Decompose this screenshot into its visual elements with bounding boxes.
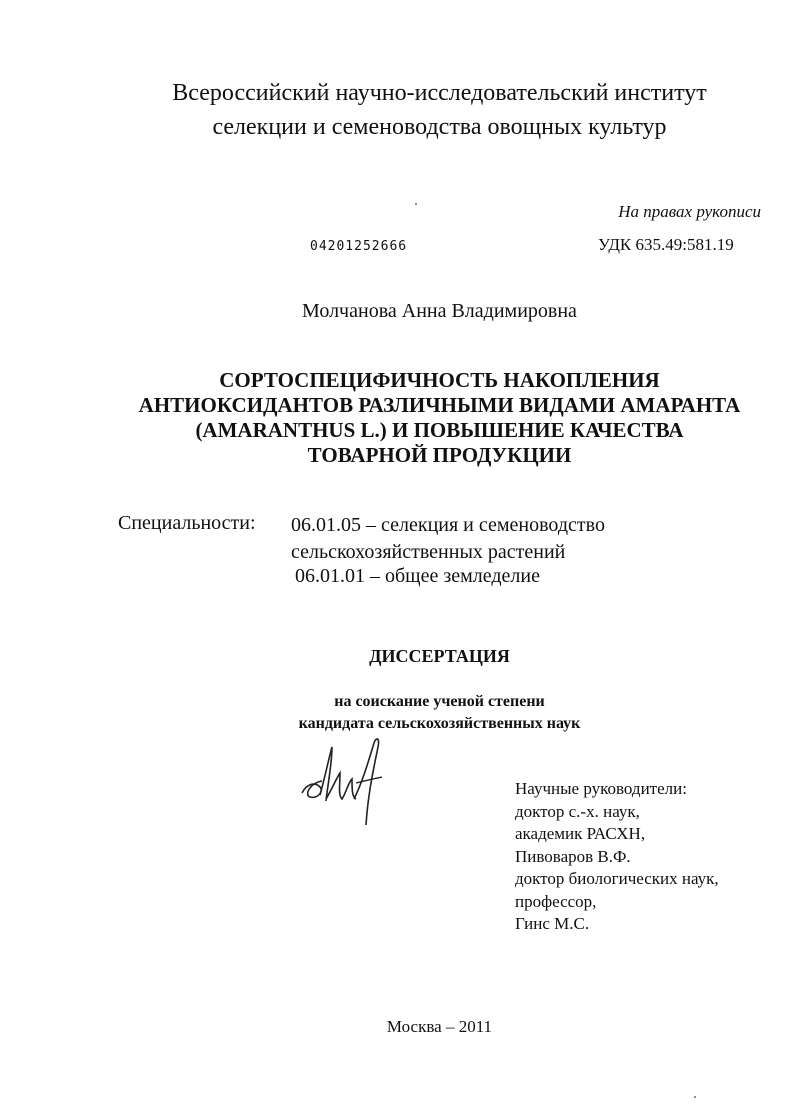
- dissertation-title: [40, 368, 799, 468]
- scan-speck: [415, 203, 417, 205]
- specialty-line-2: сельскохозяйственных растений: [291, 541, 566, 563]
- specialty-line-1: 06.01.05 – селекция и семеноводство: [291, 514, 605, 536]
- specialty-line-3: 06.01.01 – общее земледелие: [295, 565, 540, 587]
- degree-line-1: на соискание ученой степени: [334, 693, 545, 710]
- title-line-1: СОРТОСПЕЦИФИЧНОСТЬ НАКОПЛЕНИЯ: [219, 368, 660, 392]
- supervisors-heading: Научные руководители:: [515, 779, 687, 798]
- supervisor-line-1: доктор с.-х. наук,: [515, 801, 640, 821]
- degree-line-2: кандидата сельскохозяйственных наук: [298, 715, 581, 732]
- supervisors-block: [515, 778, 719, 936]
- scan-speck: [694, 1096, 696, 1098]
- institute-line-2: селекции и семеноводства овощных культур: [212, 114, 667, 140]
- title-line-3: (AMARANTHUS L.) И ПОВЫШЕНИЕ КАЧЕСТВА: [195, 418, 684, 442]
- rights-note: На правах рукописи: [618, 202, 761, 221]
- document-type: ДИССЕРТАЦИЯ: [369, 646, 510, 666]
- specialties-label: Специальности:: [118, 512, 256, 534]
- supervisor-line-2: академик РАСХН,: [515, 824, 646, 843]
- signature-image: [296, 733, 396, 833]
- supervisor-line-3: Пивоваров В.Ф.: [515, 846, 631, 866]
- registration-number: 04201252666: [310, 239, 408, 254]
- title-line-2: АНТИОКСИДАНТОВ РАЗЛИЧНЫМИ ВИДАМИ АМАРАНТА: [138, 393, 741, 417]
- degree-info: [40, 691, 799, 735]
- supervisor-line-6: Гинс М.С.: [515, 914, 590, 933]
- supervisor-line-4: доктор биологических наук,: [515, 869, 719, 888]
- institute-line-1: Всероссийский научно-исследовательский институт: [172, 80, 707, 106]
- supervisor-line-5: профессор,: [515, 891, 597, 911]
- author-name: Молчанова Анна Владимировна: [302, 300, 577, 322]
- institute-name: [40, 76, 799, 144]
- udk-code: УДК 635.49:581.19: [598, 235, 734, 254]
- title-line-4: ТОВАРНОЙ ПРОДУКЦИИ: [307, 443, 572, 467]
- city-year: Москва – 2011: [386, 1017, 493, 1036]
